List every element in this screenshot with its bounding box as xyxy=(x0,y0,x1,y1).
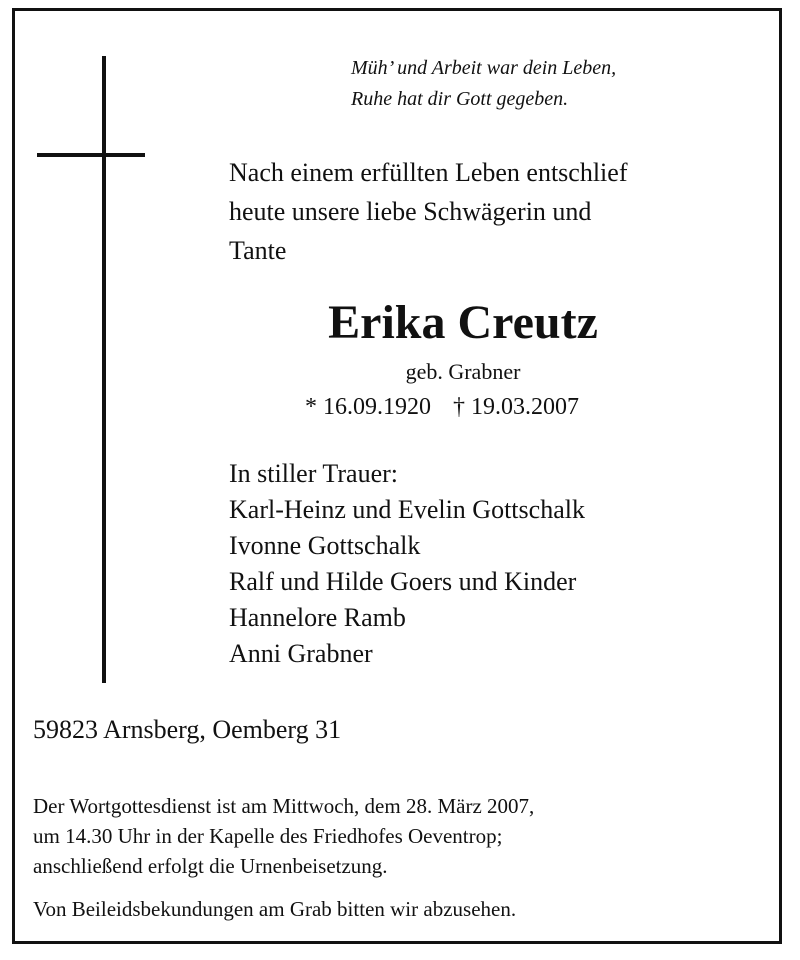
birth-date: * 16.09.1920 xyxy=(305,394,431,420)
life-dates xyxy=(305,392,579,422)
mourners-heading: In stiller Trauer: xyxy=(229,459,398,488)
address: 59823 Arnsberg, Oemberg 31 xyxy=(33,715,342,744)
birth-name: geb. Grabner xyxy=(405,359,521,384)
intro-text xyxy=(229,153,627,270)
mourners-list xyxy=(229,456,585,672)
death-date: † 19.03.2007 xyxy=(453,394,579,420)
service-line: um 14.30 Uhr in der Kapelle des Friedhofes Oeventrop; xyxy=(33,824,503,848)
closing-note: Von Beileidsbekundungen am Grab bitten wir abzusehen. xyxy=(33,897,517,921)
mourner-entry: Anni Grabner xyxy=(229,639,373,668)
mourner-entry: Karl-Heinz und Evelin Gottschalk xyxy=(229,495,585,524)
cross-horizontal-bar xyxy=(37,153,145,157)
verse xyxy=(351,53,616,115)
mourner-entry: Hannelore Ramb xyxy=(229,603,406,632)
verse-line: Müh’ und Arbeit war dein Leben, xyxy=(351,57,617,79)
service-info xyxy=(33,791,534,881)
service-line: anschließend erfolgt die Urnenbeisetzung. xyxy=(33,854,388,878)
deceased-name: Erika Creutz xyxy=(328,296,598,349)
intro-line: Nach einem erfüllten Leben entschlief xyxy=(229,158,628,187)
mourner-entry: Ivonne Gottschalk xyxy=(229,531,421,560)
verse-line: Ruhe hat dir Gott gegeben. xyxy=(351,88,569,110)
intro-line: Tante xyxy=(229,236,287,265)
mourner-entry: Ralf und Hilde Goers und Kinder xyxy=(229,567,577,596)
service-line: Der Wortgottesdienst ist am Mittwoch, dem 28. März 2007, xyxy=(33,794,535,818)
obituary-notice xyxy=(12,8,782,944)
intro-line: heute unsere liebe Schwägerin und xyxy=(229,197,592,226)
